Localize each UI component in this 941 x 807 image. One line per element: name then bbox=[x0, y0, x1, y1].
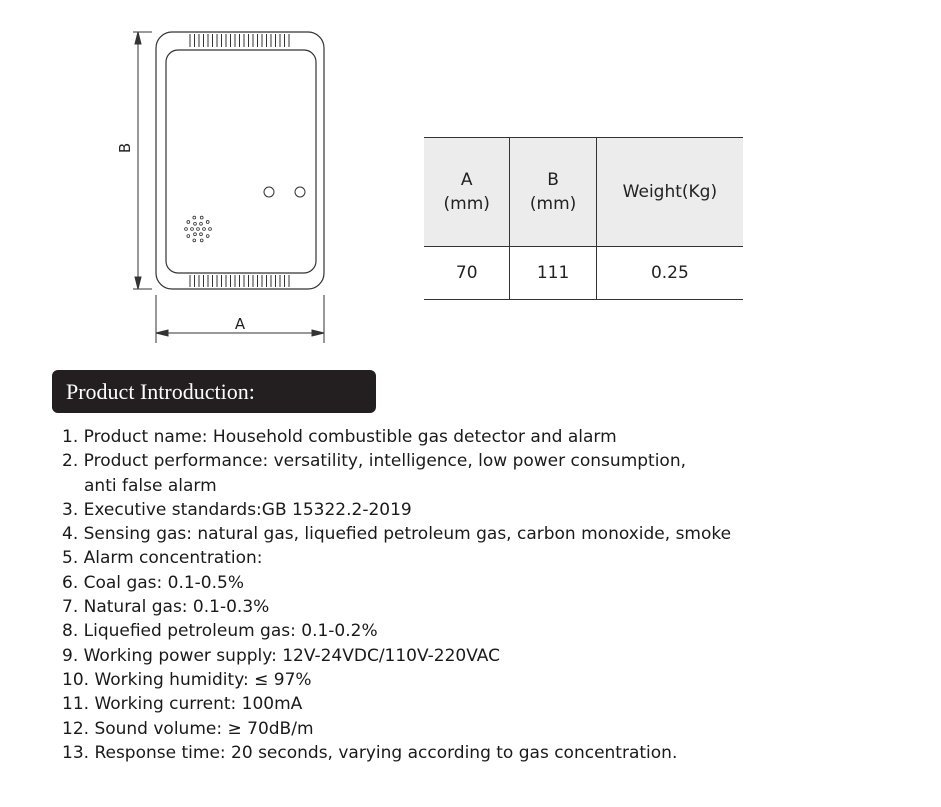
list-item: 6. Coal gas: 0.1-0.5% bbox=[62, 572, 244, 593]
list-item: 5. Alarm concentration: bbox=[62, 548, 263, 569]
list-item: anti false alarm bbox=[84, 475, 217, 496]
list-item: 12. Sound volume: ≥ 70dB/m bbox=[62, 718, 314, 739]
dimension-b-line bbox=[133, 32, 152, 289]
spec-list bbox=[62, 425, 922, 765]
list-item: 4. Sensing gas: natural gas, liquefied petroleum gas, carbon monoxide, smoke bbox=[62, 524, 732, 545]
bottom-vent-grille bbox=[190, 275, 289, 287]
list-item: 10. Working humidity: ≤ 97% bbox=[62, 669, 312, 690]
cell-weight: 0.25 bbox=[596, 247, 743, 300]
list-item: 3. Executive standards:GB 15322.2-2019 bbox=[62, 499, 412, 520]
indicator-led-right bbox=[295, 187, 305, 197]
product-dimension-drawing bbox=[110, 25, 340, 355]
list-item: 7. Natural gas: 0.1-0.3% bbox=[62, 597, 270, 618]
cell-b: 111 bbox=[510, 247, 596, 300]
table-row bbox=[424, 247, 743, 300]
indicator-led-left bbox=[264, 187, 274, 197]
list-item: 9. Working power supply: 12V-24VDC/110V-220VAC bbox=[62, 645, 500, 666]
top-vent-grille bbox=[190, 34, 289, 47]
list-item: 11. Working current: 100mA bbox=[62, 694, 303, 715]
table-header-row bbox=[424, 138, 743, 247]
dimensions-table bbox=[424, 137, 743, 300]
detector-outer-body bbox=[156, 32, 324, 289]
list-item: 13. Response time: 20 seconds, varying according to gas concentration. bbox=[62, 742, 678, 763]
list-item: 1. Product name: Household combustible gas detector and alarm bbox=[62, 427, 617, 447]
list-item: 8. Liquefied petroleum gas: 0.1-0.2% bbox=[62, 621, 378, 642]
dimension-a-label: A bbox=[234, 315, 246, 333]
header-b: B (mm) bbox=[510, 138, 596, 247]
header-weight: Weight(Kg) bbox=[596, 138, 743, 247]
speaker-grille-icon bbox=[185, 216, 212, 242]
detector-inner-face bbox=[166, 50, 316, 273]
list-item: 2. Product performance: versatility, intelligence, low power consumption, bbox=[62, 451, 687, 472]
cell-a: 70 bbox=[424, 247, 510, 300]
section-title-banner: Product Introduction: bbox=[52, 370, 376, 413]
dimension-b-label: B bbox=[116, 142, 134, 154]
header-a: A (mm) bbox=[424, 138, 510, 247]
